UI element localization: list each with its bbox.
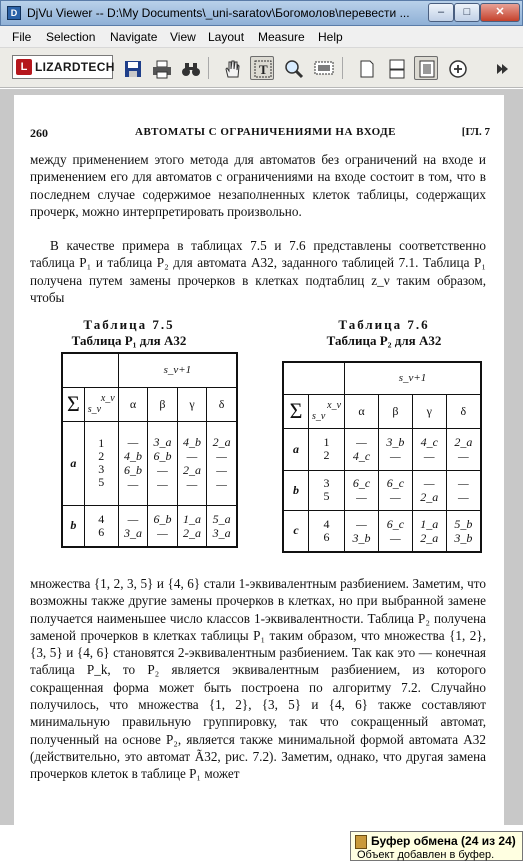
table-row: a 1 2 3 5 — 4_b 6_b — 3_a 6_b — — 4_b — 2_a — 2_a — — — xyxy=(62,421,237,505)
running-head: АВТОМАТЫ С ОГРАНИЧЕНИЯМИ НА ВХОДЕ xyxy=(135,126,397,138)
djvu-page[interactable] xyxy=(14,95,504,825)
single-page-button[interactable] xyxy=(354,56,378,80)
facing-page-icon xyxy=(417,59,437,79)
clipboard-notification[interactable] xyxy=(350,831,523,861)
table-p1 xyxy=(61,352,238,548)
table-7-6-title: Таблица P₂ для A32 xyxy=(326,333,442,348)
facing-page-button[interactable] xyxy=(414,56,438,80)
pan-tool-button[interactable] xyxy=(219,56,243,80)
menu-measure[interactable]: Measure xyxy=(258,30,305,44)
input-header: δ xyxy=(446,394,481,428)
page-number: 260 xyxy=(30,126,48,140)
lizardtech-logo-mark: L xyxy=(16,59,32,75)
continuous-page-button[interactable] xyxy=(384,56,408,80)
table-7-6-number: Таблица 7.6 xyxy=(338,317,430,332)
input-header: γ xyxy=(412,394,446,428)
print-button[interactable] xyxy=(149,56,173,80)
table-sigma: Σ xyxy=(283,394,309,428)
text-select-button[interactable] xyxy=(250,56,274,80)
lizardtech-logo[interactable] xyxy=(12,55,113,79)
continuous-page-icon xyxy=(387,59,407,79)
notification-text: Объект добавлен в буфер. xyxy=(357,849,495,861)
menu-bar xyxy=(0,26,523,48)
djvu-app-icon[interactable]: D xyxy=(7,6,21,20)
table-p2 xyxy=(282,361,482,553)
menu-navigate[interactable]: Navigate xyxy=(110,30,158,44)
input-header: β xyxy=(148,387,178,421)
toolbar xyxy=(0,48,523,88)
single-page-icon xyxy=(357,59,377,79)
input-header: β xyxy=(378,394,412,428)
menu-layout[interactable]: Layout xyxy=(208,30,245,44)
lizardtech-logo-text: LIZARDTECH xyxy=(35,60,115,74)
zoom-icon xyxy=(284,59,304,79)
paragraph-2: В качестве примера в таблицах 7.5 и 7.6 представлены соответственно таблица P₁ и таблица P₂ для автомата A32, заданного таблицей 7.1. Таблица P₁ получена путем замены прочерков в клетках подтаблиц z_ν таким образом, чтобы xyxy=(30,238,486,305)
save-button[interactable] xyxy=(120,56,144,80)
table-row: b 4 6 — 3_a 6_b — 1_a 2_a 5_a 3_a xyxy=(62,505,237,547)
zoom-tool-button[interactable] xyxy=(281,56,305,80)
title-bar xyxy=(0,0,523,26)
table-diagonal-header: x_ν s_ν xyxy=(84,387,118,421)
minimize-button[interactable]: – xyxy=(428,3,454,22)
table-header-next-state: s_ν+1 xyxy=(345,362,481,394)
zoom-in-button[interactable] xyxy=(445,56,469,80)
document-viewport[interactable] xyxy=(0,89,523,825)
table-row: c 4 6 — 3_b 6_c — 1_a 2_a 5_b 3_b xyxy=(283,510,481,552)
toolbar-separator xyxy=(342,57,343,79)
maximize-button[interactable]: □ xyxy=(454,3,480,22)
table-header-next-state: s_ν+1 xyxy=(118,353,237,387)
window-title: DjVu Viewer -- D:\My Documents\_uni-saratov\Богомолов\перевести ... xyxy=(27,6,410,20)
find-binoculars-icon xyxy=(181,59,201,79)
table-row: b 3 5 6_c — 6_c — — 2_a — — xyxy=(283,470,481,510)
table-sigma: Σ xyxy=(62,387,84,421)
find-button[interactable] xyxy=(178,56,202,80)
close-button[interactable]: ✕ xyxy=(480,3,520,22)
table-7-5-title: Таблица P₁ для A32 xyxy=(71,333,187,348)
menu-view[interactable]: View xyxy=(170,30,196,44)
toolbar-overflow-button[interactable] xyxy=(488,56,512,80)
print-icon xyxy=(152,59,172,79)
chapter-label: [ГЛ. 7 xyxy=(461,126,490,138)
save-icon xyxy=(123,59,143,79)
zoom-in-icon xyxy=(448,59,468,79)
input-header: α xyxy=(118,387,148,421)
paragraph-1: между применением этого метода для автоматов без ограничений на входе и применением его для автоматов с ограничениями на входе состоит в том, что в последнем случае содержимое незаполненных клеток таблицы, содержащих прочерк, можно интерпретировать произвольно. xyxy=(30,152,486,219)
table-row: a 1 2 — 4_c 3_b — 4_c — 2_a — xyxy=(283,428,481,470)
menu-help[interactable]: Help xyxy=(318,30,343,44)
table-7-5-number: Таблица 7.5 xyxy=(83,317,175,332)
chevron-right-icon xyxy=(491,59,511,79)
hand-pan-icon xyxy=(222,59,242,79)
input-header: γ xyxy=(177,387,207,421)
input-header: δ xyxy=(207,387,237,421)
svg-text:T: T xyxy=(259,62,268,77)
paragraph-3: множества {1, 2, 3, 5} и {4, 6} стали 1-эквивалентным разбиением. Заметим, что возможны также другие замены прочерков в клетках, но при выбранной замене получается наименьшее число классов 1-эквивалентности. Таблица P₂ получена заменой прочерков в клетках таблицы P₁ таким образом, что множества {1, 2}, {3, 5} и {4, 6} становятся 2-эквивалентным разбиением. Так как это — конечная таблица P_k, то P₂ является эквивалентным разбиением, из которого сокращенная форма может быть построена по алгоритму 7.2. Случайно получилось, что множества {1, 2}, {3, 5} и {4, 6} также составляют минимальную правильную группировку, так что сокращенный автомат, полученный на основе P₂, является также минимальной формой автомата A32 (действительно, это автомат Ã32, рис. 7.2). Заметим, однако, что другая замена прочерков клеток в таблице P₁ может xyxy=(30,576,486,782)
text-select-icon xyxy=(253,59,273,79)
region-select-icon xyxy=(314,59,334,79)
menu-file[interactable]: File xyxy=(12,30,32,44)
notification-title: Буфер обмена (24 из 24) xyxy=(371,834,516,848)
input-header: α xyxy=(345,394,379,428)
toolbar-separator xyxy=(208,57,209,79)
region-select-button[interactable] xyxy=(311,56,335,80)
clipboard-icon xyxy=(355,835,367,849)
table-diagonal-header: x_ν s_ν xyxy=(309,394,345,428)
menu-selection[interactable]: Selection xyxy=(46,30,96,44)
